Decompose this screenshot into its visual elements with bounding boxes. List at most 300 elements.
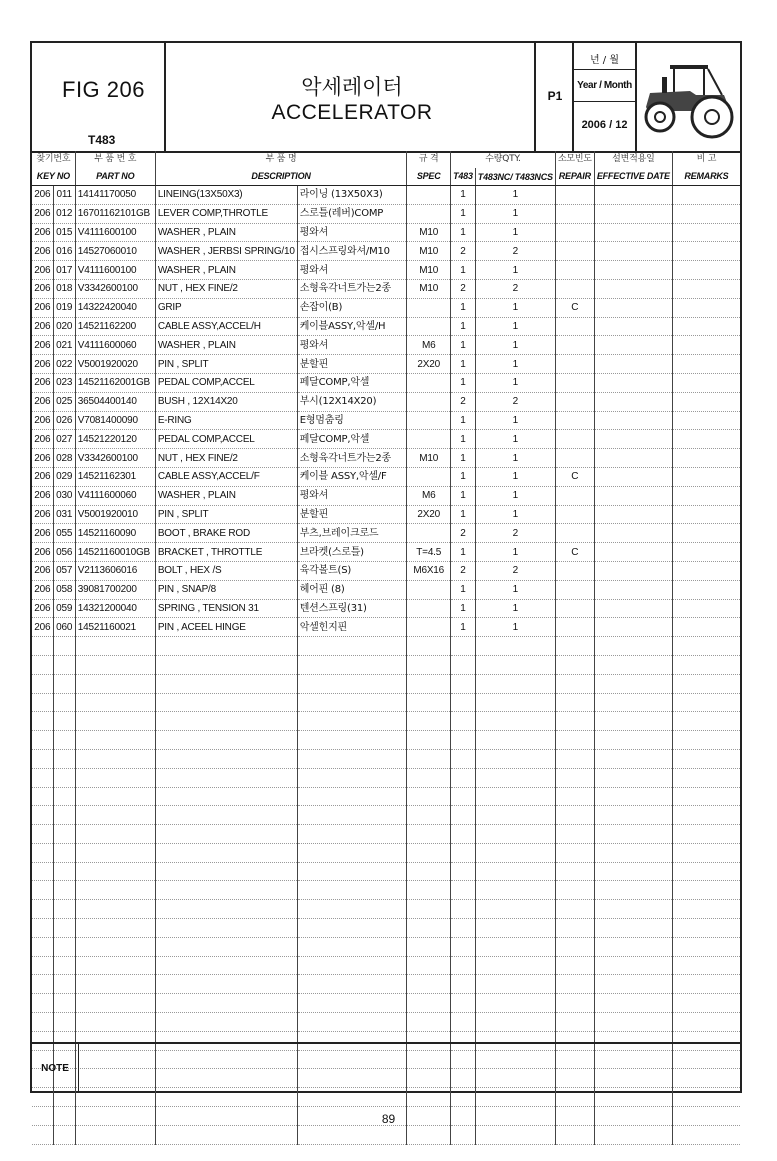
row-remarks xyxy=(672,731,740,750)
row-fig: 206 xyxy=(32,204,53,223)
row-description: CABLE ASSY,ACCEL/H xyxy=(155,317,297,336)
row-qty-alt xyxy=(475,1013,555,1032)
row-repair xyxy=(555,900,594,919)
row-name-ko xyxy=(297,975,407,994)
row-key: 019 xyxy=(53,298,75,317)
header-row-korean xyxy=(32,151,740,168)
row-repair xyxy=(555,430,594,449)
title-english: ACCELERATOR xyxy=(271,101,433,124)
row-qty xyxy=(451,919,476,938)
row-name-ko xyxy=(297,919,407,938)
row-effective-date xyxy=(594,693,672,712)
row-name-ko xyxy=(297,731,407,750)
row-effective-date xyxy=(594,486,672,505)
row-key: 017 xyxy=(53,261,75,280)
row-part-no: V7081400090 xyxy=(75,411,155,430)
row-qty-alt xyxy=(475,787,555,806)
row-name-ko: 육각볼트(S) xyxy=(297,561,407,580)
row-qty-alt xyxy=(475,1125,555,1144)
row-name-ko: 평와셔 xyxy=(297,223,407,242)
row-repair xyxy=(555,392,594,411)
row-name-ko xyxy=(297,881,407,900)
row-repair xyxy=(555,768,594,787)
blank-row xyxy=(32,674,740,693)
row-spec: M10 xyxy=(407,449,451,468)
row-repair xyxy=(555,787,594,806)
row-description xyxy=(155,749,297,768)
row-part-no: 39081700200 xyxy=(75,580,155,599)
row-key xyxy=(53,655,75,674)
row-effective-date xyxy=(594,449,672,468)
table-row xyxy=(32,223,740,242)
row-repair xyxy=(555,712,594,731)
row-effective-date xyxy=(594,806,672,825)
row-spec xyxy=(407,373,451,392)
row-qty xyxy=(451,749,476,768)
row-description: BOOT , BRAKE ROD xyxy=(155,524,297,543)
row-repair xyxy=(555,186,594,205)
row-qty: 2 xyxy=(451,279,476,298)
row-qty: 1 xyxy=(451,204,476,223)
table-row xyxy=(32,261,740,280)
row-name-ko: 접시스프링와셔/M10 xyxy=(297,242,407,261)
row-fig xyxy=(32,900,53,919)
row-description xyxy=(155,712,297,731)
row-description xyxy=(155,881,297,900)
row-fig: 206 xyxy=(32,467,53,486)
row-spec xyxy=(407,674,451,693)
row-qty-alt: 1 xyxy=(475,486,555,505)
row-spec: M10 xyxy=(407,242,451,261)
row-qty-alt xyxy=(475,825,555,844)
row-key xyxy=(53,1013,75,1032)
row-part-no: 14521160021 xyxy=(75,618,155,637)
row-key xyxy=(53,937,75,956)
row-qty: 1 xyxy=(451,186,476,205)
row-name-ko: 부츠,브레이크로드 xyxy=(297,524,407,543)
row-effective-date xyxy=(594,637,672,656)
blank-row xyxy=(32,655,740,674)
row-key xyxy=(53,731,75,750)
row-qty-alt xyxy=(475,900,555,919)
row-remarks xyxy=(672,787,740,806)
row-name-ko: 소형육각너트가는2종 xyxy=(297,449,407,468)
row-effective-date xyxy=(594,975,672,994)
row-qty: 1 xyxy=(451,336,476,355)
row-effective-date xyxy=(594,749,672,768)
row-spec xyxy=(407,787,451,806)
row-name-ko: 라이닝 (13X50X3) xyxy=(297,186,407,205)
row-key: 015 xyxy=(53,223,75,242)
row-name-ko xyxy=(297,1125,407,1144)
row-fig xyxy=(32,674,53,693)
row-fig xyxy=(32,994,53,1013)
row-repair xyxy=(555,355,594,374)
row-part-no xyxy=(75,674,155,693)
row-remarks xyxy=(672,279,740,298)
row-part-no: 14521162001GB xyxy=(75,373,155,392)
row-key: 020 xyxy=(53,317,75,336)
row-repair xyxy=(555,749,594,768)
col-repair-ko: 소모빈도 xyxy=(555,151,594,168)
row-spec xyxy=(407,881,451,900)
row-name-ko xyxy=(297,862,407,881)
row-remarks xyxy=(672,355,740,374)
row-spec: 2X20 xyxy=(407,355,451,374)
row-key: 025 xyxy=(53,392,75,411)
row-key: 030 xyxy=(53,486,75,505)
row-remarks xyxy=(672,862,740,881)
row-name-ko xyxy=(297,674,407,693)
sheet-header xyxy=(32,43,740,153)
row-repair xyxy=(555,1125,594,1144)
row-fig xyxy=(32,843,53,862)
row-part-no xyxy=(75,919,155,938)
row-effective-date xyxy=(594,580,672,599)
row-repair xyxy=(555,561,594,580)
row-part-no: V3342600100 xyxy=(75,279,155,298)
year-month-label-en: Year / Month xyxy=(577,80,632,91)
row-effective-date xyxy=(594,731,672,750)
table-row xyxy=(32,373,740,392)
divider xyxy=(164,43,166,151)
row-remarks xyxy=(672,505,740,524)
row-effective-date xyxy=(594,937,672,956)
blank-row xyxy=(32,693,740,712)
row-description: PIN , SNAP/8 xyxy=(155,580,297,599)
row-fig: 206 xyxy=(32,524,53,543)
row-fig xyxy=(32,693,53,712)
row-description: WASHER , PLAIN xyxy=(155,336,297,355)
year-month-value: 2006 / 12 xyxy=(581,119,628,131)
title-korean: 악세레이터 xyxy=(301,75,403,99)
row-name-ko xyxy=(297,787,407,806)
row-name-ko xyxy=(297,956,407,975)
row-qty xyxy=(451,806,476,825)
row-part-no xyxy=(75,1125,155,1144)
row-remarks xyxy=(672,317,740,336)
row-part-no xyxy=(75,749,155,768)
row-repair xyxy=(555,674,594,693)
row-description xyxy=(155,1013,297,1032)
col-part-ko: 부 품 번 호 xyxy=(75,151,155,168)
row-description: E-RING xyxy=(155,411,297,430)
table-row xyxy=(32,543,740,562)
row-spec xyxy=(407,749,451,768)
row-spec: T=4.5 xyxy=(407,543,451,562)
row-repair xyxy=(555,580,594,599)
row-remarks xyxy=(672,637,740,656)
row-description: BRACKET , THROTTLE xyxy=(155,543,297,562)
row-qty: 1 xyxy=(451,580,476,599)
row-part-no xyxy=(75,768,155,787)
row-key xyxy=(53,994,75,1013)
row-remarks xyxy=(672,994,740,1013)
row-part-no xyxy=(75,731,155,750)
row-key: 059 xyxy=(53,599,75,618)
row-effective-date xyxy=(594,561,672,580)
row-description: SPRING , TENSION 31 xyxy=(155,599,297,618)
blank-row xyxy=(32,749,740,768)
col-repair-en: REPAIR xyxy=(555,168,594,186)
row-key xyxy=(53,919,75,938)
row-qty-alt xyxy=(475,693,555,712)
row-part-no: 36504400140 xyxy=(75,392,155,411)
table-row xyxy=(32,430,740,449)
row-part-no: V4111600060 xyxy=(75,486,155,505)
row-key: 058 xyxy=(53,580,75,599)
row-qty: 1 xyxy=(451,618,476,637)
row-qty: 2 xyxy=(451,242,476,261)
row-repair xyxy=(555,411,594,430)
row-remarks xyxy=(672,430,740,449)
row-spec xyxy=(407,956,451,975)
blank-row xyxy=(32,862,740,881)
row-part-no xyxy=(75,881,155,900)
row-fig xyxy=(32,1125,53,1144)
row-fig: 206 xyxy=(32,561,53,580)
col-desc-en: DESCRIPTION xyxy=(155,168,407,186)
row-key xyxy=(53,843,75,862)
col-qty-sub: T483NC/ T483NCS xyxy=(475,168,555,186)
row-fig: 206 xyxy=(32,242,53,261)
row-repair xyxy=(555,449,594,468)
blank-row xyxy=(32,919,740,938)
row-remarks xyxy=(672,223,740,242)
row-qty xyxy=(451,956,476,975)
row-fig: 206 xyxy=(32,599,53,618)
row-spec xyxy=(407,580,451,599)
row-fig: 206 xyxy=(32,392,53,411)
row-qty-alt: 2 xyxy=(475,279,555,298)
row-qty: 1 xyxy=(451,449,476,468)
row-fig xyxy=(32,768,53,787)
row-name-ko xyxy=(297,655,407,674)
row-remarks xyxy=(672,919,740,938)
row-qty xyxy=(451,637,476,656)
col-remarks-ko: 비 고 xyxy=(672,151,740,168)
row-repair xyxy=(555,693,594,712)
table-row xyxy=(32,355,740,374)
row-description: PEDAL COMP,ACCEL xyxy=(155,373,297,392)
row-qty-alt: 1 xyxy=(475,373,555,392)
row-spec xyxy=(407,994,451,1013)
row-qty xyxy=(451,674,476,693)
row-part-no xyxy=(75,655,155,674)
model-code: T483 xyxy=(88,133,116,147)
row-description xyxy=(155,843,297,862)
row-qty xyxy=(451,712,476,731)
row-repair xyxy=(555,862,594,881)
row-name-ko: 텐션스프링(31) xyxy=(297,599,407,618)
row-effective-date xyxy=(594,1125,672,1144)
row-part-no xyxy=(75,787,155,806)
row-remarks xyxy=(672,186,740,205)
row-spec xyxy=(407,825,451,844)
table-row xyxy=(32,336,740,355)
row-part-no: 14521160010GB xyxy=(75,543,155,562)
row-description: PIN , ACEEL HINGE xyxy=(155,618,297,637)
table-row xyxy=(32,279,740,298)
table-row xyxy=(32,561,740,580)
row-part-no: 14321200040 xyxy=(75,599,155,618)
row-remarks xyxy=(672,881,740,900)
row-remarks xyxy=(672,599,740,618)
row-spec xyxy=(407,806,451,825)
row-name-ko: 페달COMP,악셀 xyxy=(297,430,407,449)
note-section xyxy=(32,1042,740,1093)
row-part-no: 14521220120 xyxy=(75,430,155,449)
row-qty xyxy=(451,1125,476,1144)
row-fig: 206 xyxy=(32,186,53,205)
row-repair xyxy=(555,956,594,975)
row-name-ko: 악셀힌지핀 xyxy=(297,618,407,637)
row-effective-date xyxy=(594,862,672,881)
row-repair xyxy=(555,637,594,656)
row-key: 011 xyxy=(53,186,75,205)
row-description xyxy=(155,674,297,693)
blank-row xyxy=(32,731,740,750)
row-name-ko: 평와셔 xyxy=(297,486,407,505)
row-description: BUSH , 12X14X20 xyxy=(155,392,297,411)
table-row xyxy=(32,317,740,336)
row-name-ko xyxy=(297,712,407,731)
row-remarks xyxy=(672,336,740,355)
row-part-no xyxy=(75,956,155,975)
row-part-no xyxy=(75,843,155,862)
row-qty-alt xyxy=(475,975,555,994)
row-fig xyxy=(32,787,53,806)
row-repair xyxy=(555,1013,594,1032)
row-qty: 1 xyxy=(451,261,476,280)
table-row xyxy=(32,618,740,637)
row-description xyxy=(155,787,297,806)
row-effective-date xyxy=(594,336,672,355)
row-part-no xyxy=(75,1013,155,1032)
row-effective-date xyxy=(594,543,672,562)
blank-row xyxy=(32,975,740,994)
row-repair xyxy=(555,806,594,825)
row-fig xyxy=(32,1013,53,1032)
row-part-no: V2113606016 xyxy=(75,561,155,580)
row-qty-alt: 1 xyxy=(475,449,555,468)
sheet-page: P1 xyxy=(547,89,563,103)
row-qty: 1 xyxy=(451,298,476,317)
row-spec xyxy=(407,862,451,881)
row-name-ko xyxy=(297,768,407,787)
row-name-ko: 페달COMP,악셀 xyxy=(297,373,407,392)
row-remarks xyxy=(672,825,740,844)
row-key xyxy=(53,900,75,919)
row-name-ko: 스로틀(레버)COMP xyxy=(297,204,407,223)
header-row-english xyxy=(32,168,740,186)
row-qty-alt xyxy=(475,655,555,674)
row-effective-date xyxy=(594,467,672,486)
row-qty-alt: 2 xyxy=(475,561,555,580)
row-spec xyxy=(407,693,451,712)
row-qty: 1 xyxy=(451,430,476,449)
row-qty: 1 xyxy=(451,486,476,505)
row-repair xyxy=(555,242,594,261)
row-remarks xyxy=(672,392,740,411)
row-description xyxy=(155,768,297,787)
row-fig xyxy=(32,655,53,674)
row-spec xyxy=(407,317,451,336)
row-description xyxy=(155,994,297,1013)
blank-row xyxy=(32,712,740,731)
row-qty-alt: 1 xyxy=(475,599,555,618)
col-qty-ko: 수량QTY. xyxy=(451,151,556,168)
row-qty-alt xyxy=(475,674,555,693)
row-qty-alt: 2 xyxy=(475,392,555,411)
row-name-ko xyxy=(297,693,407,712)
row-spec xyxy=(407,524,451,543)
table-row xyxy=(32,580,740,599)
row-qty-alt xyxy=(475,712,555,731)
row-repair xyxy=(555,618,594,637)
row-fig: 206 xyxy=(32,580,53,599)
row-qty-alt xyxy=(475,806,555,825)
page-number: 89 xyxy=(381,1112,396,1126)
row-qty xyxy=(451,787,476,806)
row-remarks xyxy=(672,467,740,486)
row-remarks xyxy=(672,693,740,712)
row-spec: M6 xyxy=(407,336,451,355)
blank-row xyxy=(32,900,740,919)
table-row xyxy=(32,486,740,505)
row-description: NUT , HEX FINE/2 xyxy=(155,449,297,468)
row-qty: 1 xyxy=(451,411,476,430)
row-description xyxy=(155,825,297,844)
row-name-ko xyxy=(297,994,407,1013)
row-fig: 206 xyxy=(32,279,53,298)
blank-row xyxy=(32,806,740,825)
row-effective-date xyxy=(594,825,672,844)
row-description xyxy=(155,693,297,712)
row-key: 023 xyxy=(53,373,75,392)
row-qty-alt xyxy=(475,768,555,787)
row-remarks xyxy=(672,712,740,731)
row-name-ko xyxy=(297,806,407,825)
row-part-no: 14521162301 xyxy=(75,467,155,486)
row-qty-alt: 1 xyxy=(475,411,555,430)
row-effective-date xyxy=(594,430,672,449)
row-repair xyxy=(555,881,594,900)
row-effective-date xyxy=(594,242,672,261)
row-part-no: 14141170050 xyxy=(75,186,155,205)
row-qty: 2 xyxy=(451,561,476,580)
row-part-no: 14527060010 xyxy=(75,242,155,261)
row-key: 029 xyxy=(53,467,75,486)
row-qty xyxy=(451,881,476,900)
row-part-no xyxy=(75,900,155,919)
row-effective-date xyxy=(594,674,672,693)
row-effective-date xyxy=(594,881,672,900)
row-qty: 1 xyxy=(451,223,476,242)
row-description: PEDAL COMP,ACCEL xyxy=(155,430,297,449)
row-fig: 206 xyxy=(32,486,53,505)
row-key xyxy=(53,956,75,975)
row-name-ko: 분할핀 xyxy=(297,505,407,524)
row-name-ko: 평와셔 xyxy=(297,336,407,355)
row-spec xyxy=(407,618,451,637)
row-name-ko: E형멈춤링 xyxy=(297,411,407,430)
row-spec xyxy=(407,392,451,411)
row-repair xyxy=(555,279,594,298)
row-fig xyxy=(32,919,53,938)
row-effective-date xyxy=(594,411,672,430)
row-qty-alt xyxy=(475,862,555,881)
